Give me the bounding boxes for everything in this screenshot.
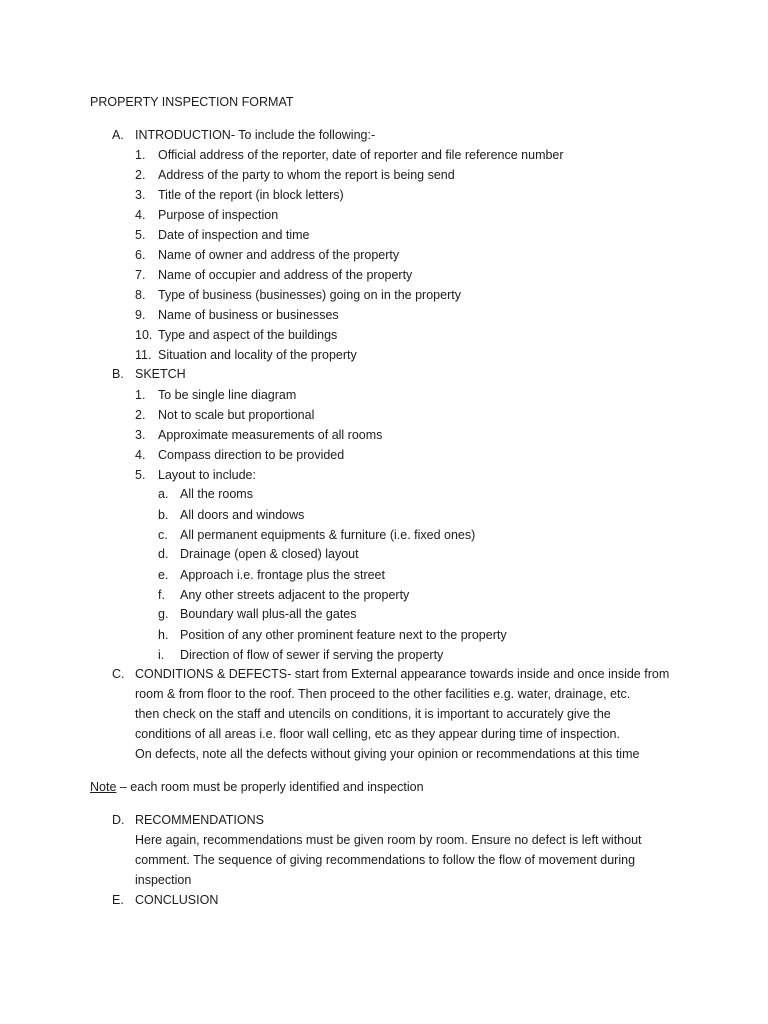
list-item-number: 9. bbox=[135, 308, 146, 322]
list-item: To be single line diagram bbox=[158, 388, 297, 402]
list-item: Situation and locality of the property bbox=[158, 348, 357, 362]
list-item: Date of inspection and time bbox=[158, 228, 310, 242]
sub-list-item: All the rooms bbox=[180, 487, 253, 501]
list-item-number: 4. bbox=[135, 208, 146, 222]
sub-list-item: All doors and windows bbox=[180, 508, 305, 522]
note-label: Note bbox=[90, 780, 117, 794]
section-b-heading: SKETCH bbox=[135, 367, 186, 381]
sub-list-item: All permanent equipments & furniture (i.e. fixed ones) bbox=[180, 528, 476, 542]
sub-list-item: Drainage (open & closed) layout bbox=[180, 547, 359, 561]
sub-item-letter: d. bbox=[158, 547, 169, 561]
sub-list-item: Any other streets adjacent to the property bbox=[180, 588, 410, 602]
list-item: Address of the party to whom the report is being send bbox=[158, 168, 455, 182]
list-item: Title of the report (in block letters) bbox=[158, 188, 344, 202]
list-item: Compass direction to be provided bbox=[158, 448, 345, 462]
list-item-number: 4. bbox=[135, 448, 146, 462]
sub-list-item: Direction of flow of sewer if serving the property bbox=[180, 648, 444, 662]
sub-item-letter: h. bbox=[158, 628, 169, 642]
list-item: Type of business (businesses) going on in the property bbox=[158, 288, 461, 302]
sub-item-letter: g. bbox=[158, 607, 169, 621]
section-c-paragraph-line: On defects, note all the defects without giving your opinion or recommendations at this time bbox=[135, 747, 640, 761]
section-c-paragraph-line: room & from floor to the roof. Then proceed to the other facilities e.g. water, drainage, etc. bbox=[135, 687, 631, 701]
list-item-number: 1. bbox=[135, 148, 146, 162]
section-e-letter: E. bbox=[112, 893, 124, 907]
list-item-number: 3. bbox=[135, 188, 146, 202]
document-title: PROPERTY INSPECTION FORMAT bbox=[90, 95, 294, 109]
sub-item-letter: b. bbox=[158, 508, 169, 522]
section-d-heading: RECOMMENDATIONS bbox=[135, 813, 264, 827]
sub-item-letter: f. bbox=[158, 588, 165, 602]
section-b-letter: B. bbox=[112, 367, 124, 381]
list-item-number: 5. bbox=[135, 228, 146, 242]
sub-item-letter: e. bbox=[158, 568, 169, 582]
list-item: Name of business or businesses bbox=[158, 308, 339, 322]
section-a-letter: A. bbox=[112, 128, 124, 142]
list-item-number: 6. bbox=[135, 248, 146, 262]
section-c-letter: C. bbox=[112, 667, 125, 681]
section-a-heading: INTRODUCTION- To include the following:- bbox=[135, 128, 376, 142]
section-e-heading: CONCLUSION bbox=[135, 893, 219, 907]
list-item: Type and aspect of the buildings bbox=[158, 328, 338, 342]
list-item-number: 10. bbox=[135, 328, 153, 342]
note-text: – each room must be properly identified and inspection bbox=[116, 780, 424, 794]
section-d-paragraph-line: comment. The sequence of giving recommendations to follow the flow of movement during bbox=[135, 853, 636, 867]
sub-item-letter: a. bbox=[158, 487, 169, 501]
list-item: Name of occupier and address of the property bbox=[158, 268, 413, 282]
list-item-number: 7. bbox=[135, 268, 146, 282]
list-item: Official address of the reporter, date of reporter and file reference number bbox=[158, 148, 564, 162]
list-item-number: 5. bbox=[135, 468, 146, 482]
section-d-paragraph-line: Here again, recommendations must be given room by room. Ensure no defect is left without bbox=[135, 833, 642, 847]
list-item-number: 2. bbox=[135, 408, 146, 422]
note-line bbox=[90, 779, 424, 795]
list-item: Layout to include: bbox=[158, 468, 256, 482]
list-item: Approximate measurements of all rooms bbox=[158, 428, 383, 442]
sub-item-letter: i. bbox=[158, 648, 165, 662]
section-c-paragraph-line: CONDITIONS & DEFECTS- start from External appearance towards inside and once inside from bbox=[135, 667, 670, 681]
list-item: Name of owner and address of the property bbox=[158, 248, 400, 262]
list-item-number: 3. bbox=[135, 428, 146, 442]
list-item-number: 1. bbox=[135, 388, 146, 402]
list-item: Purpose of inspection bbox=[158, 208, 279, 222]
list-item: Not to scale but proportional bbox=[158, 408, 315, 422]
section-d-paragraph-line: inspection bbox=[135, 873, 192, 887]
section-c-paragraph-line: then check on the staff and utencils on conditions, it is important to accurately give the bbox=[135, 707, 611, 721]
list-item-number: 2. bbox=[135, 168, 146, 182]
sub-list-item: Position of any other prominent feature next to the property bbox=[180, 628, 507, 642]
sub-item-letter: c. bbox=[158, 528, 168, 542]
list-item-number: 11. bbox=[135, 348, 152, 362]
sub-list-item: Boundary wall plus-all the gates bbox=[180, 607, 357, 621]
section-d-letter: D. bbox=[112, 813, 125, 827]
section-c-paragraph-line: conditions of all areas i.e. floor wall celling, etc as they appear during time of inspection. bbox=[135, 727, 620, 741]
sub-list-item: Approach i.e. frontage plus the street bbox=[180, 568, 385, 582]
list-item-number: 8. bbox=[135, 288, 146, 302]
